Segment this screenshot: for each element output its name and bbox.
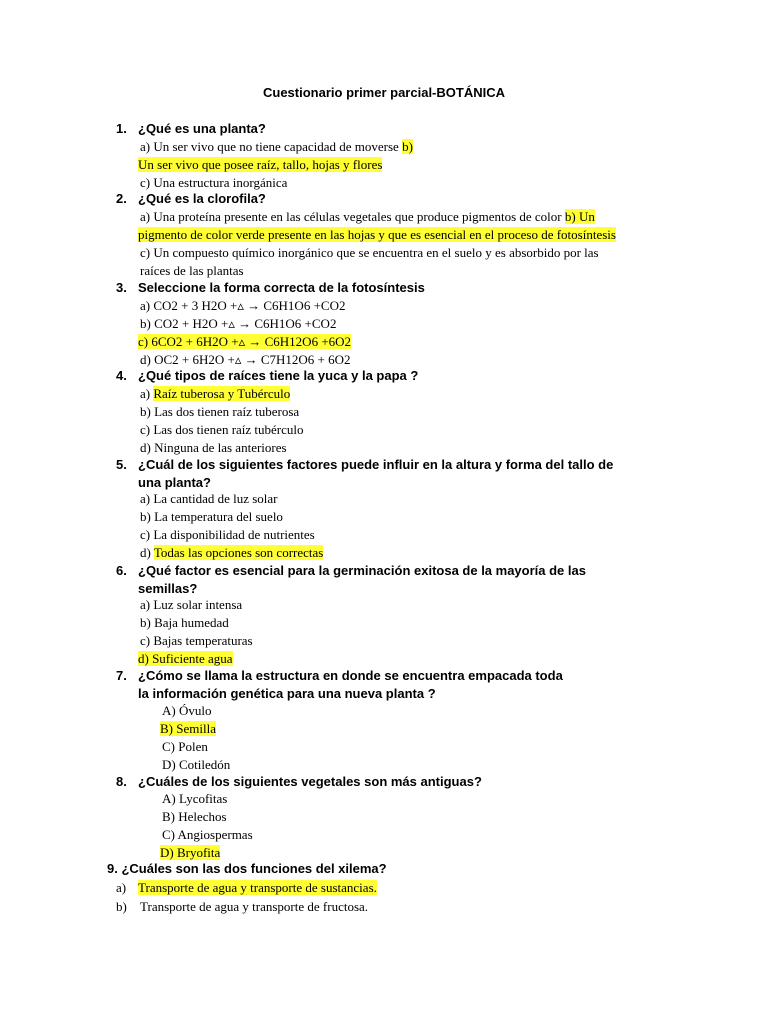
document-title: Cuestionario primer parcial-BOTÁNICA bbox=[263, 85, 505, 100]
question-number: 8. bbox=[116, 774, 127, 789]
answer-option bbox=[140, 138, 413, 156]
question-5 bbox=[116, 456, 676, 492]
option-d-label: d) bbox=[140, 545, 154, 560]
question-text: ¿Qué tipos de raíces tiene la yuca y la papa ? bbox=[138, 368, 419, 383]
question-2 bbox=[116, 190, 676, 208]
answer-option: a) CO2 + 3 H2O +▵ → C6H1O6 +CO2 bbox=[140, 298, 346, 313]
answer-option: A) Lycofitas bbox=[162, 791, 228, 806]
answer-option-continuation: raíces de las plantas bbox=[140, 263, 244, 278]
question-text: ¿Cuáles de los siguientes vegetales son más antiguas? bbox=[138, 774, 482, 789]
answer-option: b) Las dos tienen raíz tuberosa bbox=[140, 404, 300, 419]
option-b-text: Un ser vivo que posee raíz, tallo, hojas y flores bbox=[138, 157, 383, 172]
option-a-text: a) Una proteína presente en las células vegetales que produce pigmentos de color bbox=[140, 209, 565, 224]
answer-option bbox=[138, 226, 616, 244]
answer-option: c) Una estructura inorgánica bbox=[140, 175, 288, 190]
answer-option: d) OC2 + 6H2O +▵ → C7H12O6 + 6O2 bbox=[140, 352, 351, 367]
question-8 bbox=[116, 773, 676, 791]
answer-option: C) Angiospermas bbox=[162, 827, 253, 842]
option-b-label: b) Un bbox=[564, 209, 595, 224]
answer-option: A) Óvulo bbox=[162, 703, 212, 718]
answer-option: c) La disponibilidad de nutrientes bbox=[140, 527, 315, 542]
option-a-text: Transporte de agua y transporte de sustancias. bbox=[138, 880, 377, 895]
answer-option bbox=[140, 385, 290, 403]
question-number: 4. bbox=[116, 368, 127, 383]
answer-option: B) Helechos bbox=[162, 809, 227, 824]
question-text: ¿Qué factor es esencial para la germinación exitosa de la mayoría de las bbox=[138, 563, 586, 578]
answer-option bbox=[140, 544, 323, 562]
question-6 bbox=[116, 562, 676, 598]
option-c-text: c) 6CO2 + 6H2O +▵ → C6H12O6 +6O2 bbox=[138, 334, 352, 349]
answer-option: a) Luz solar intensa bbox=[140, 597, 243, 612]
question-text: ¿Qué es la clorofila? bbox=[138, 191, 266, 206]
question-text-continuation: la información genética para una nueva planta ? bbox=[138, 686, 436, 701]
answer-option bbox=[138, 650, 233, 668]
question-3 bbox=[116, 279, 676, 297]
option-b-label: b) bbox=[402, 139, 413, 154]
option-b-text: pigmento de color verde presente en las hojas y que es esencial en el proceso de fotosíntesis bbox=[138, 227, 616, 242]
answer-option: b) CO2 + H2O +▵ → C6H1O6 +CO2 bbox=[140, 316, 337, 331]
answer-option bbox=[160, 720, 216, 738]
answer-option-label: a) bbox=[116, 880, 127, 895]
question-1 bbox=[116, 120, 676, 138]
question-text: ¿Cómo se llama la estructura en donde se encuentra empacada toda bbox=[138, 668, 563, 683]
option-a-text: Raíz tuberosa y Tubérculo bbox=[153, 386, 291, 401]
answer-option: d) Ninguna de las anteriores bbox=[140, 440, 287, 455]
option-d-text: d) Suficiente agua bbox=[138, 651, 233, 666]
question-number: 6. bbox=[116, 563, 127, 578]
option-d-text: D) Bryofita bbox=[160, 845, 221, 860]
question-text-continuation: semillas? bbox=[138, 581, 198, 596]
answer-option bbox=[138, 156, 382, 174]
answer-option-label: b) bbox=[116, 899, 127, 914]
question-7 bbox=[116, 667, 676, 703]
answer-option: c) Bajas temperaturas bbox=[140, 633, 253, 648]
option-d-text: Todas las opciones son correctas bbox=[153, 545, 324, 560]
question-4 bbox=[116, 367, 676, 385]
question-number: 2. bbox=[116, 191, 127, 206]
question-number: 1. bbox=[116, 121, 127, 136]
option-a-label: a) bbox=[140, 386, 154, 401]
answer-option bbox=[138, 879, 377, 897]
option-a-text: a) Un ser vivo que no tiene capacidad de moverse bbox=[140, 139, 403, 154]
answer-option: c) Las dos tienen raíz tubérculo bbox=[140, 422, 304, 437]
answer-option: b) Baja humedad bbox=[140, 615, 229, 630]
option-b-text: B) Semilla bbox=[160, 721, 216, 736]
answer-option bbox=[140, 208, 595, 226]
answer-option: C) Polen bbox=[162, 739, 208, 754]
question-text: ¿Cuál de los siguientes factores puede influir en la altura y forma del tallo de bbox=[138, 457, 614, 472]
answer-option: a) La cantidad de luz solar bbox=[140, 491, 278, 506]
question-text: ¿Qué es una planta? bbox=[138, 121, 266, 136]
question-text: Seleccione la forma correcta de la fotosíntesis bbox=[138, 280, 425, 295]
question-number: 7. bbox=[116, 668, 127, 683]
question-text-continuation: una planta? bbox=[138, 475, 211, 490]
answer-option: c) Un compuesto químico inorgánico que se encuentra en el suelo y es absorbido por las bbox=[140, 245, 599, 260]
answer-option: D) Cotiledón bbox=[162, 757, 231, 772]
answer-option: Transporte de agua y transporte de fructosa. bbox=[140, 899, 369, 914]
question-number: 5. bbox=[116, 457, 127, 472]
question-9 bbox=[107, 860, 667, 878]
question-number: 3. bbox=[116, 280, 127, 295]
question-text: 9. ¿Cuáles son las dos funciones del xilema? bbox=[107, 861, 387, 876]
answer-option: b) La temperatura del suelo bbox=[140, 509, 283, 524]
answer-option bbox=[138, 333, 351, 351]
